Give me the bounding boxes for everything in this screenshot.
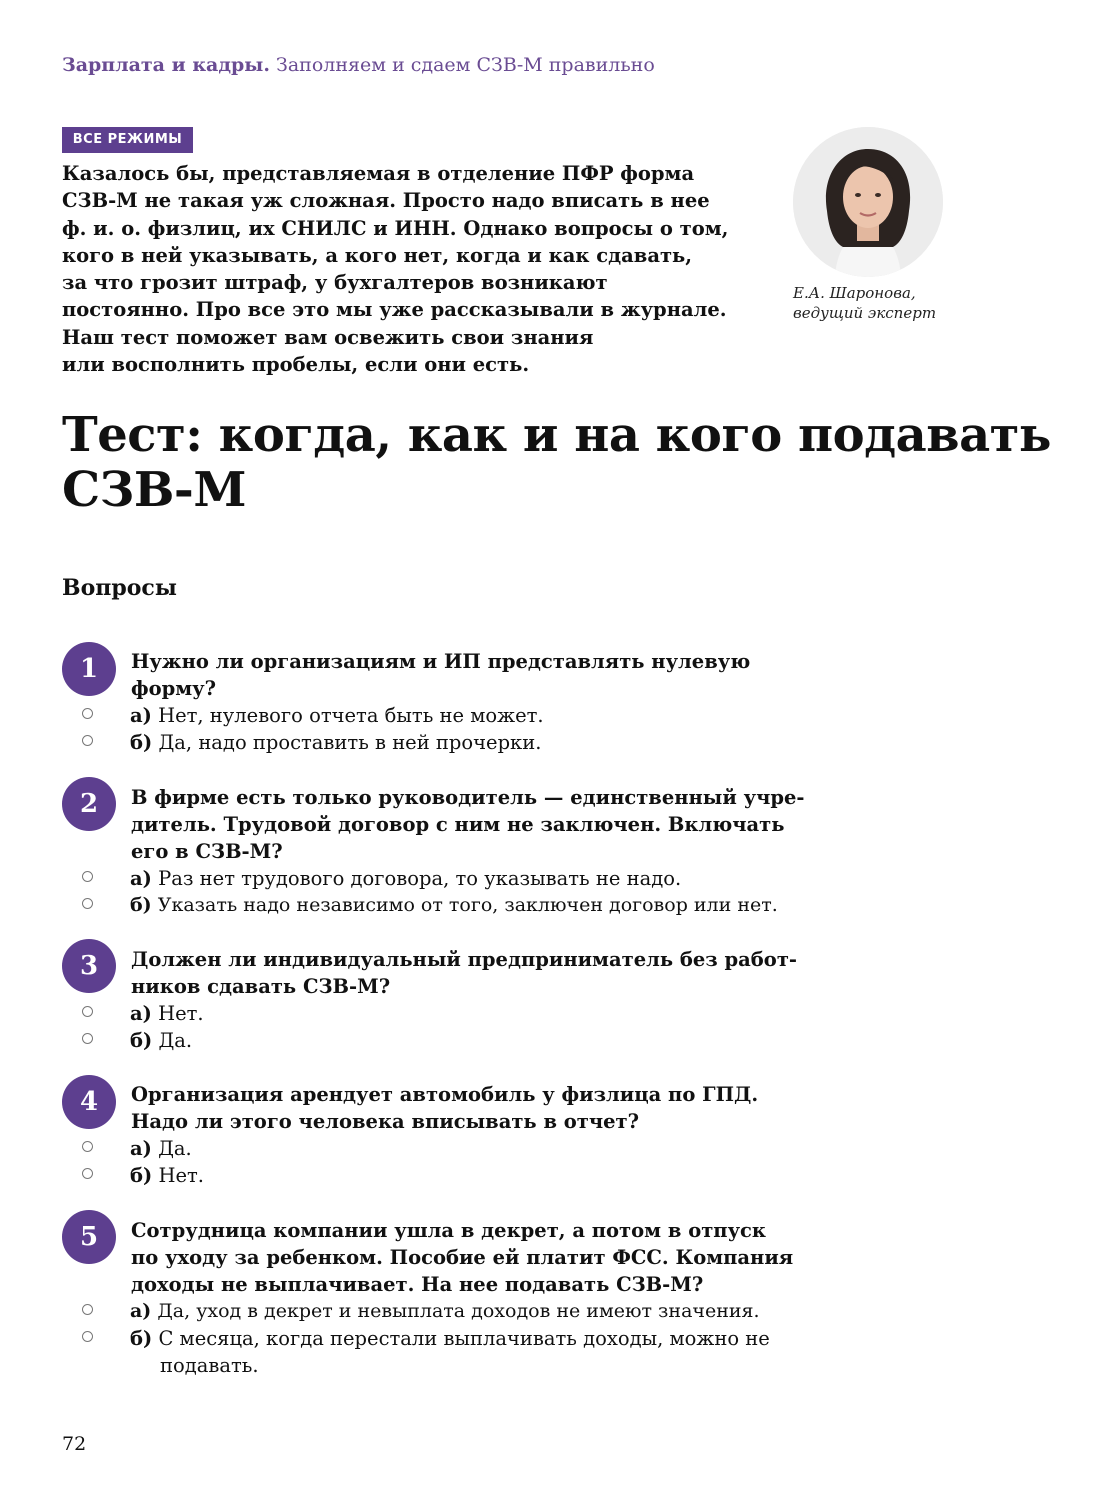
lead-line: Казалось бы, представляемая в отделение ПФР форма	[62, 162, 695, 185]
section-name: Зарплата и кадры.	[62, 54, 270, 76]
radio-button[interactable]	[82, 871, 93, 882]
radio-button[interactable]	[82, 735, 93, 746]
radio-button[interactable]	[82, 1006, 93, 1017]
answer-label	[130, 1000, 204, 1027]
answer-text: Раз нет трудового договора, то указывать не надо.	[158, 867, 682, 890]
question-line: доходы не выплачивает. На нее подавать СЗВ-М?	[131, 1273, 704, 1296]
lead-line: или восполнить пробелы, если они есть.	[62, 353, 530, 377]
answer-letter: а)	[130, 704, 152, 727]
lead-line: СЗВ-М не такая уж сложная. Просто надо вписать в нее	[62, 189, 710, 213]
question-line: Надо ли этого человека вписывать в отчет?	[131, 1110, 640, 1133]
question-line: его в СЗВ-М?	[131, 840, 283, 863]
lead-line: за что грозит штраф, у бухгалтеров возникают	[62, 271, 608, 295]
question-line: дитель. Трудовой договор с ним не заключен. Включать	[131, 813, 785, 836]
radio-button[interactable]	[82, 898, 93, 909]
answer-label	[130, 892, 778, 919]
answer-letter: б)	[130, 1164, 153, 1187]
answer-text: Да, уход в декрет и невыплата доходов не имеют значения.	[157, 1300, 760, 1322]
question-text	[131, 1081, 759, 1135]
answer-text: Да, надо проставить в ней прочерки.	[158, 731, 542, 754]
radio-button[interactable]	[82, 1033, 93, 1044]
lead-line: кого в ней указывать, а кого нет, когда и как сдавать,	[62, 243, 693, 267]
article-subtitle: Заполняем и сдаем СЗВ-М правильно	[276, 54, 655, 76]
question-line: В фирме есть только руководитель — единственный учре-	[131, 786, 805, 809]
page-title	[62, 408, 1062, 518]
author-name: Е.А. Шаронова,	[793, 284, 916, 302]
question-text	[131, 946, 797, 1000]
answer-label	[130, 1325, 770, 1379]
radio-button[interactable]	[82, 1331, 93, 1342]
lead-line: Наш тест поможет вам освежить свои знания	[62, 325, 594, 349]
question-text	[131, 1217, 794, 1298]
answer-letter: а)	[130, 1300, 152, 1322]
answer-letter: а)	[130, 1002, 152, 1025]
radio-button[interactable]	[82, 1304, 93, 1315]
question-text	[131, 648, 751, 702]
question-line: Нужно ли организациям и ИП представлять нулевую	[131, 650, 751, 673]
lead-line: ф. и. о. физлиц, их СНИЛС и ИНН. Однако вопросы о том,	[62, 216, 729, 240]
answer-text: Нет.	[158, 1002, 204, 1025]
question-line: по уходу за ребенком. Пособие ей платит ФСС. Компания	[131, 1246, 794, 1269]
author-caption	[793, 284, 936, 323]
answer-text: Нет, нулевого отчета быть не может.	[158, 704, 544, 727]
title-line: СЗВ-М	[62, 462, 246, 518]
question-line: ников сдавать СЗВ-М?	[131, 975, 391, 998]
answer-letter: б)	[130, 1327, 153, 1350]
question-line: форму?	[131, 677, 217, 700]
author-photo	[793, 127, 943, 277]
question-number-badge: 4	[62, 1075, 116, 1129]
answer-label	[130, 1027, 192, 1054]
question-text	[131, 784, 805, 865]
question-number-badge: 3	[62, 939, 116, 993]
author-portrait-illustration	[793, 127, 943, 277]
author-role: ведущий эксперт	[793, 303, 937, 322]
answer-letter: а)	[130, 867, 152, 890]
answer-letter: а)	[130, 1137, 152, 1160]
radio-button[interactable]	[82, 1168, 93, 1179]
running-header	[62, 54, 655, 76]
answer-text: Да.	[158, 1137, 192, 1160]
answer-letter: б)	[130, 1029, 153, 1052]
answer-label	[130, 729, 541, 756]
answer-text: С месяца, когда перестали выплачивать доходы, можно не подавать.	[158, 1327, 770, 1377]
answer-label	[130, 1162, 204, 1189]
answer-text: Указать надо независимо от того, заключен договор или нет.	[157, 894, 778, 916]
question-number-badge: 2	[62, 777, 116, 831]
radio-button[interactable]	[82, 708, 93, 719]
question-line: Сотрудница компании ушла в декрет, а потом в отпуск	[131, 1219, 767, 1242]
lead-line: постоянно. Про все это мы уже рассказывали в журнале.	[62, 298, 727, 322]
answer-text: Нет.	[158, 1164, 204, 1187]
answer-letter: б)	[130, 731, 153, 754]
answer-text: Да.	[158, 1029, 193, 1052]
question-number-badge: 5	[62, 1210, 116, 1264]
question-line: Организация арендует автомобиль у физлица по ГПД.	[131, 1083, 759, 1106]
page-number: 72	[62, 1433, 87, 1455]
answer-letter: б)	[130, 894, 152, 916]
radio-button[interactable]	[82, 1141, 93, 1152]
answer-label	[130, 865, 681, 892]
lead-paragraph	[62, 160, 742, 378]
title-line: Тест: когда, как и на кого подавать	[62, 407, 1051, 463]
answer-label	[130, 1135, 192, 1162]
regime-badge: ВСЕ РЕЖИМЫ	[62, 127, 193, 153]
questions-heading: Вопросы	[62, 575, 177, 601]
answer-label	[130, 702, 544, 729]
answer-label	[130, 1298, 760, 1325]
question-number-badge: 1	[62, 642, 116, 696]
question-line: Должен ли индивидуальный предприниматель без работ-	[131, 948, 797, 971]
